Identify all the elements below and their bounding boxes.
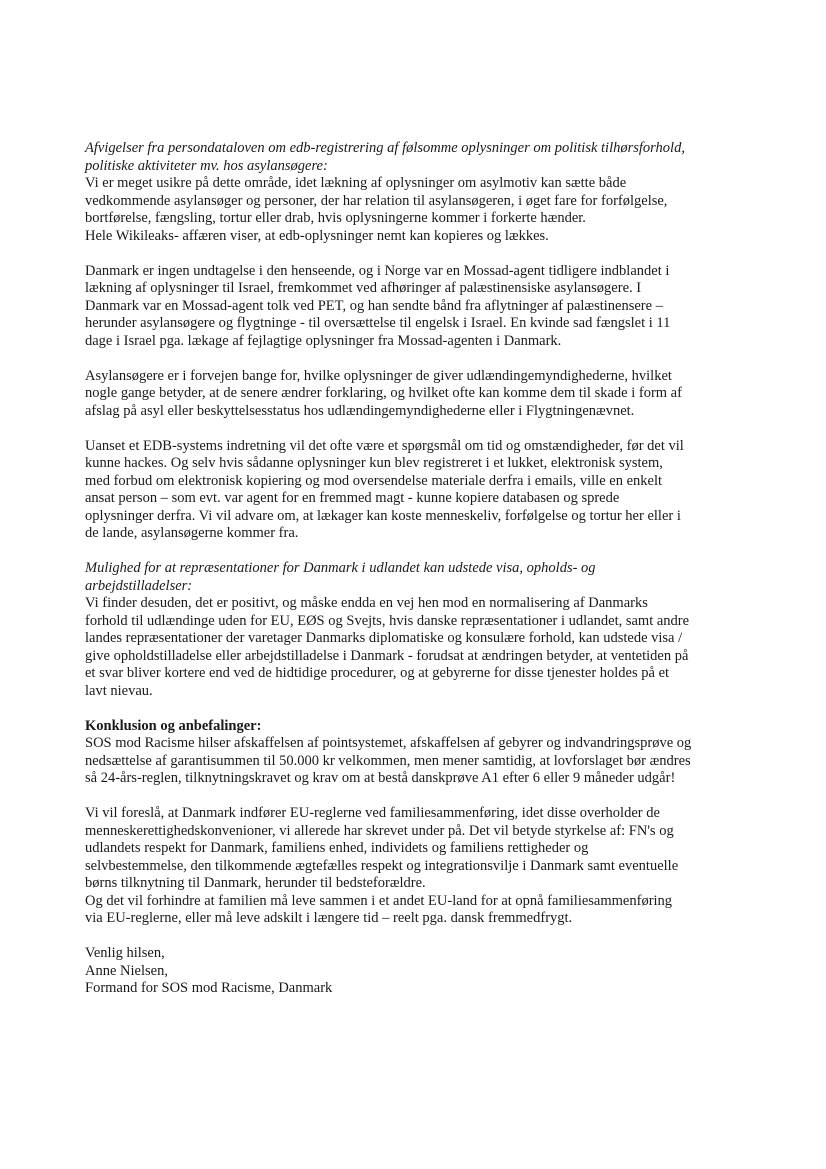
signature-block [85, 945, 766, 998]
paragraph-line: herunder asylansøgere og flygtninge - til oversættelse til engelsk i Israel. En kvinde sad fængslet i 11 [85, 315, 671, 331]
paragraph-line: udlandets respekt for Danmark, familiens enhed, individets og familiens rettigheder og [85, 840, 589, 856]
paragraph-line: menneskerettighedskonvenioner, vi allerede har skrevet under på. Det vil betyde styrkelse af: FN's og [85, 822, 674, 839]
paragraph-line: oplysninger derfra. Vi vil advare om, at lækager kan koste menneskeliv, forfølgelse og tortur her eller i [85, 507, 681, 524]
section-visa [85, 560, 766, 700]
paragraph-line: børns tilknytning til Danmark, herunder til bedsteforældre. [85, 875, 426, 891]
section-heading: Mulighed for at repræsentationer for Danmark i udlandet kan udstede visa, opholds- og [85, 560, 596, 576]
paragraph-line: Vi vil foreslå, at Danmark indfører EU-reglerne ved familiesammenføring, idet disse overholder de [85, 805, 660, 821]
paragraph-line: Asylansøgere er i forvejen bange for, hvilke oplysninger de giver udlændingemyndighederne, hvilket [85, 367, 672, 384]
paragraph-line: nedsættelse af garantisummen til 50.000 kr velkommen, men mener samtidig, at lovforslaget bør ændres [85, 752, 691, 769]
paragraph-line: ansat person – som evt. var agent for en fremmed magt - kunne kopiere databasen og sprede [85, 490, 620, 506]
paragraph-mossad [85, 263, 766, 351]
paragraph-line: selvbestemmelse, den tilkommende ægtefælles respekt og integrationsvilje i Danmark samt eventuelle [85, 857, 679, 874]
conclusion-heading: Konklusion og anbefalinger: [85, 717, 262, 734]
paragraph-line: via EU-reglerne, eller må leve adskilt i længere tid – reelt pga. dansk fremmedfrygt. [85, 910, 573, 926]
section-heading: politiske aktiviteter mv. hos asylansøgere: [85, 157, 328, 174]
paragraph-line: Vi finder desuden, det er positivt, og måske endda en vej hen mod en normalisering af Danmarks [85, 595, 648, 611]
paragraph-line: afslag på asyl eller beskyttelsesstatus hos udlændingemyndighederne eller i Flygtningenævnet. [85, 402, 635, 419]
paragraph-line: give opholdstilladelse eller arbejdstilladelse i Danmark - forudsat at ændringen betyder, at ventetiden på [85, 647, 689, 664]
section-conclusion [85, 718, 766, 788]
paragraph-line: Uanset et EDB-systems indretning vil det ofte være et spørgsmål om tid og omstændigheder, før det vil [85, 437, 684, 454]
paragraph-line: vedkommende asylansøger og personer, der har relation til asylansøgeren, i øget fare for forfølgelse, [85, 192, 668, 209]
paragraph-line: landes repræsentationer der varetager Danmarks diplomatiske og konsulære forhold, kan udstede visa / [85, 630, 683, 646]
paragraph-eu-rules [85, 805, 766, 928]
paragraph-line: Danmark er ingen undtagelse i den henseende, og i Norge var en Mossad-agent tidligere indblandet i [85, 262, 670, 279]
signer-title: Formand for SOS mod Racisme, Danmark [85, 980, 333, 996]
paragraph-line: Hele Wikileaks- affæren viser, at edb-oplysninger nemt kan kopieres og lækkes. [85, 227, 549, 244]
paragraph-line: Og det vil forhindre at familien må leve sammen i et andet EU-land for at opnå familiesammenføring [85, 892, 673, 909]
paragraph-line: et svar bliver kortere end ved de hidtidige procedurer, og at gebyrerne for disse tjenester holdes på et [85, 665, 670, 681]
section-heading: arbejdstilladelser: [85, 577, 193, 594]
paragraph-asylum-fear [85, 368, 766, 421]
paragraph-line: Vi er meget usikre på dette område, idet lækning af oplysninger om asylmotiv kan sætte både [85, 175, 627, 191]
signer-name: Anne Nielsen, [85, 962, 168, 979]
paragraph-line: nogle gange betyder, at de senere ændrer forklaring, og hvilket ofte kan komme dem til skade i form af [85, 385, 682, 401]
paragraph-line: forhold til udlændinge uden for EU, EØS og Svejts, hvis danske repræsentationer i udlandet, samt andre [85, 612, 690, 629]
paragraph-line: lækning af oplysninger til Israel, fremkommet ved afhøringer af palæstinensiske asylansøgere. I [85, 280, 642, 296]
paragraph-line: Danmark var en Mossad-agent tolk ved PET, og han sendte bånd fra aflytninger af palæstinensere – [85, 297, 663, 314]
section-persondata [85, 140, 766, 245]
closing-greeting: Venlig hilsen, [85, 945, 165, 961]
paragraph-line: med forbud om elektronisk kopiering og mod oversendelse materiale derfra i emails, ville en enkelt [85, 472, 662, 489]
paragraph-line: kunne hackes. Og selv hvis sådanne oplysninger kun blev registreret i et lukket, elektronisk system, [85, 455, 663, 471]
paragraph-line: dage i Israel pga. lækage af fejlagtige oplysninger fra Mossad-agenten i Danmark. [85, 332, 562, 349]
paragraph-edb-systems [85, 438, 766, 543]
paragraph-line: SOS mod Racisme hilser afskaffelsen af pointsystemet, afskaffelsen af gebyrer og indvandringsprøve og [85, 735, 692, 751]
paragraph-line: så 24-års-reglen, tilknytningskravet og krav om at bestå danskprøve A1 efter 6 eller 9 måneder udgår! [85, 770, 676, 786]
paragraph-line: lavt nievau. [85, 682, 153, 699]
paragraph-line: de lande, asylansøgerne kommer fra. [85, 525, 299, 541]
paragraph-line: bortførelse, fængsling, tortur eller drab, hvis oplysningerne kommer i forkerte hænder. [85, 210, 586, 226]
section-heading: Afvigelser fra persondataloven om edb-registrering af følsomme oplysninger om politisk tilhørsforhold, [85, 140, 685, 156]
